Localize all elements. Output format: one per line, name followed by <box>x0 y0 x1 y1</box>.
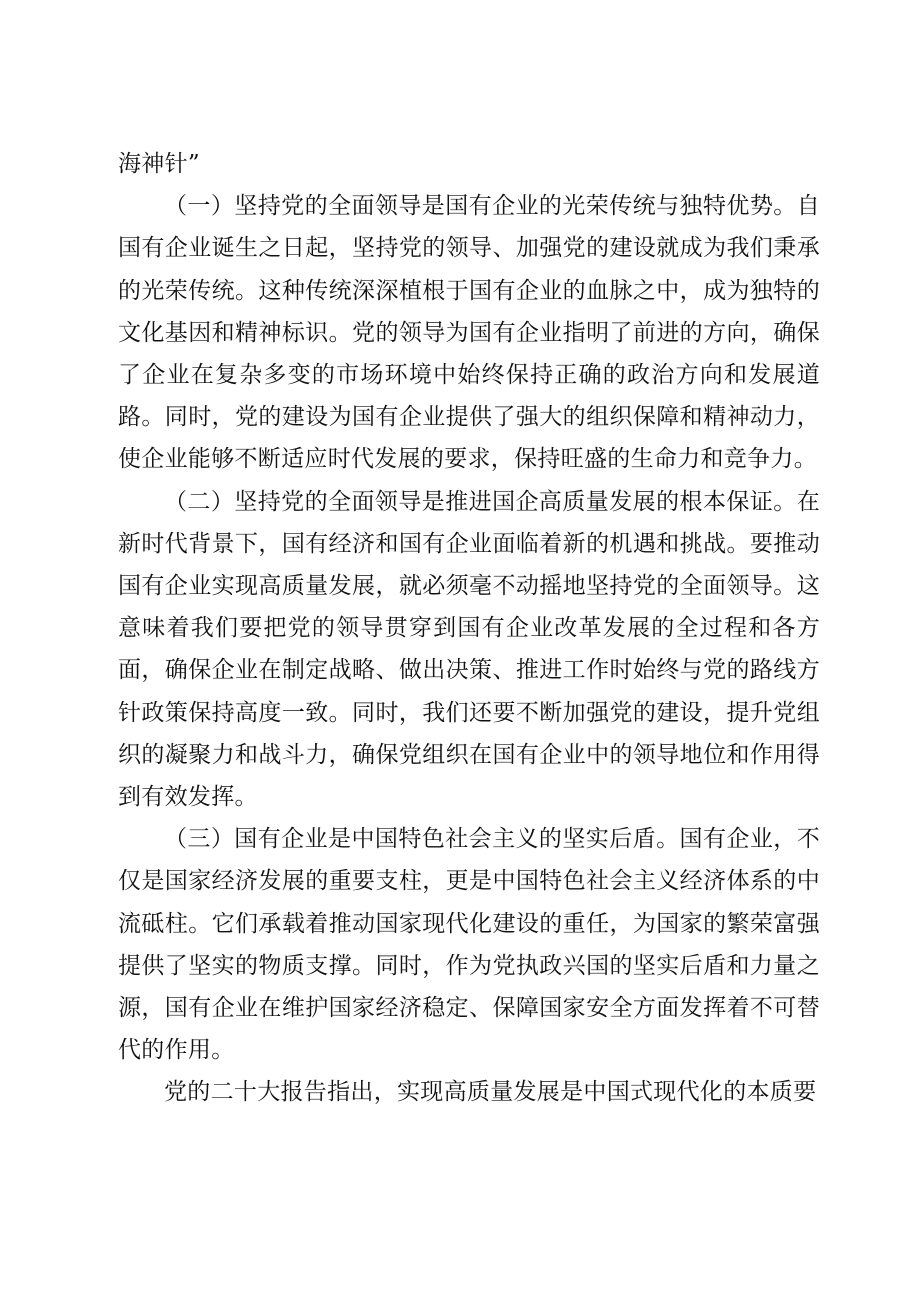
paragraph-section-1: （一）坚持党的全面领导是国有企业的光荣传统与独特优势。自国有企业诞生之日起，坚持党的领导、加强党的建设就成为我们秉承的光荣传统。这种传统深深植根于国有企业的血脉之中，成为独特的文化基因和精神标识。党的领导为国有企业指明了前进的方向，确保了企业在复杂多变的市场环境中始终保持正确的政治方向和发展道路。同时，党的建设为国有企业提供了强大的组织保障和精神动力，使企业能够不断适应时代发展的要求，保持旺盛的生命力和竞争力。 <box>118 193 820 473</box>
paragraph-section-3: （三）国有企业是中国特色社会主义的坚实后盾。国有企业，不仅是国家经济发展的重要支柱，更是中国特色社会主义经济体系的中流砥柱。它们承载着推动国家现代化建设的重任，为国家的繁荣富强提供了坚实的物质支撑。同时，作为党执政兴国的坚实后盾和力量之源，国有企业在维护国家经济稳定、保障国家安全方面发挥着不可替代的作用。 <box>118 826 820 1064</box>
paragraph-continuation: 海神针” <box>118 151 200 177</box>
document-body <box>118 143 820 1114</box>
paragraph-section-2: （二）坚持党的全面领导是推进国企高质量发展的根本保证。在新时代背景下，国有经济和国有企业面临着新的机遇和挑战。要推动国有企业实现高质量发展，就必须毫不动摇地坚持党的全面领导。这意味着我们要把党的领导贯穿到国有企业改革发展的全过程和各方面，确保企业在制定战略、做出决策、推进工作时始终与党的路线方针政策保持高度一致。同时，我们还要不断加强党的建设，提升党组织的凝聚力和战斗力，确保党组织在国有企业中的领导地位和作用得到有效发挥。 <box>118 488 820 811</box>
paragraph-report: 党的二十大报告指出，实现高质量发展是中国式现代化的本质要 <box>164 1079 817 1106</box>
